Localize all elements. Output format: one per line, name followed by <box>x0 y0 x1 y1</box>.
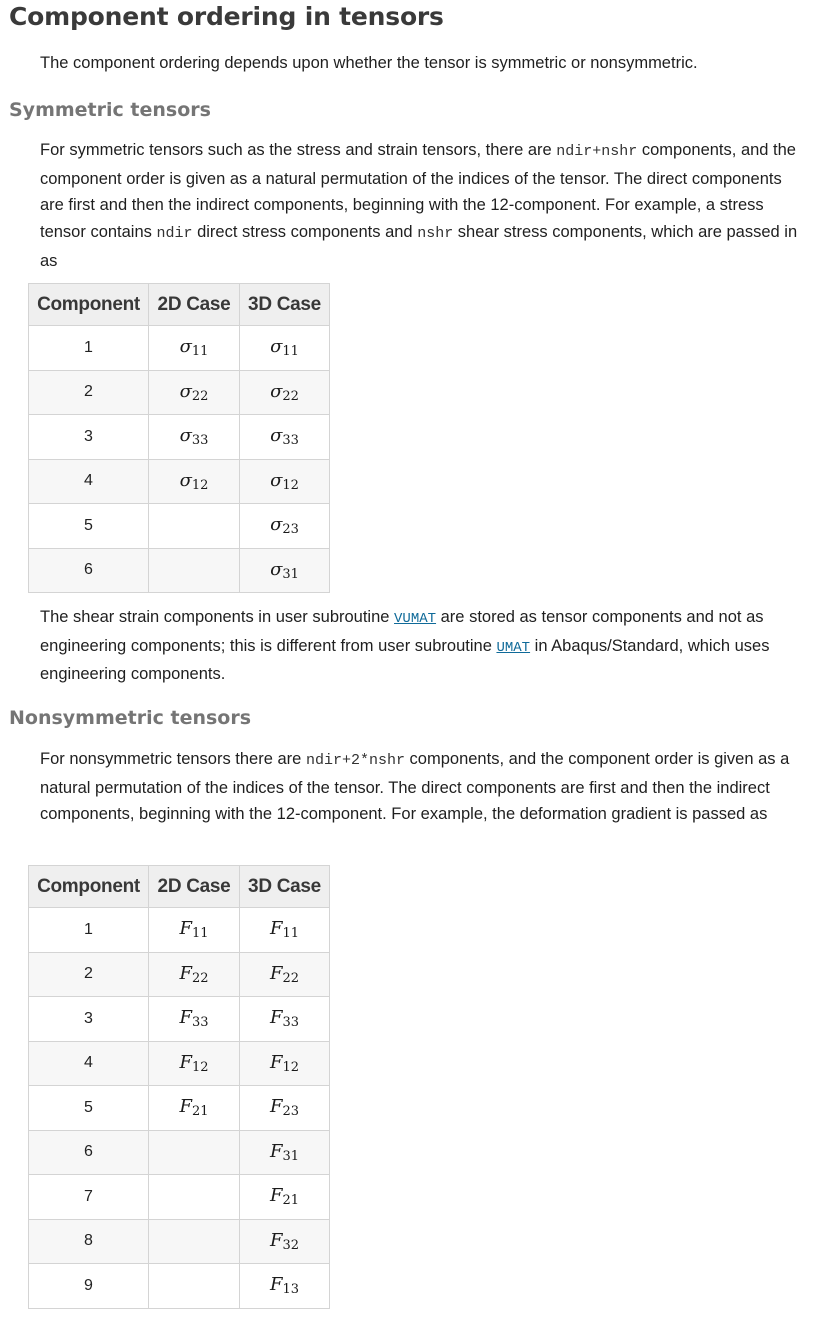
case-3d-cell <box>240 1041 330 1086</box>
case-2d-cell <box>149 326 240 371</box>
case-2d-cell <box>149 415 240 460</box>
tensor-symbol: $\sigma_{23}$ <box>270 514 299 538</box>
tensor-index: 32 <box>282 1237 300 1253</box>
case-2d-cell <box>149 908 240 953</box>
tensor-symbol: $F_{21}$ <box>179 1096 209 1120</box>
tensor-symbol: $F_{22}$ <box>179 962 209 986</box>
header-component: Component <box>29 284 149 326</box>
tensor-symbol: $F_{33}$ <box>269 1007 300 1031</box>
case-2d-cell <box>149 1041 240 1086</box>
tensor-index: 11 <box>282 926 300 942</box>
table-row <box>29 908 330 953</box>
tensor-symbol: $F_{23}$ <box>269 1096 300 1120</box>
case-3d-cell <box>240 548 330 593</box>
tensor-index: 33 <box>191 433 209 449</box>
tensor-index: 22 <box>282 970 300 986</box>
tensor-index: 12 <box>191 477 209 493</box>
tensor-symbol: $F_{13}$ <box>269 1274 300 1298</box>
ndir-2nshr-code: ndir+2*nshr <box>305 752 405 769</box>
component-cell: 5 <box>29 1086 149 1131</box>
shear-note-paragraph: The shear strain components in user subroutine VUMAT are stored as tensor components and not as engineering components; this is different from user subroutine UMAT in Abaqus/Standard, which uses engineering components. <box>40 608 770 684</box>
component-cell: 3 <box>29 415 149 460</box>
nshr-code: nshr <box>417 225 454 243</box>
case-3d-cell <box>240 908 330 953</box>
component-cell: 2 <box>29 370 149 415</box>
table-row <box>29 1086 330 1131</box>
header-2d-case: 2D Case <box>149 284 240 326</box>
tensor-index: 31 <box>282 566 299 582</box>
table-row <box>29 415 330 460</box>
case-2d-cell <box>149 952 240 997</box>
tensor-symbol: $\sigma_{22}$ <box>179 380 209 404</box>
vumat-link[interactable]: VUMAT <box>394 611 437 627</box>
tensor-symbol: $F_{12}$ <box>269 1051 300 1075</box>
table-row <box>29 1175 330 1220</box>
case-3d-cell <box>240 459 330 504</box>
case-3d-cell <box>240 1264 330 1309</box>
component-cell: 3 <box>29 997 149 1042</box>
case-2d-cell <box>149 548 240 593</box>
header-2d-case: 2D Case <box>149 866 240 908</box>
case-3d-cell <box>240 326 330 371</box>
tensor-symbol: $\sigma_{33}$ <box>179 425 209 449</box>
tensor-index: 33 <box>282 1015 300 1031</box>
tensor-index: 11 <box>191 344 209 360</box>
case-2d-cell <box>149 1264 240 1309</box>
tensor-index: 22 <box>191 388 209 404</box>
case-3d-cell <box>240 415 330 460</box>
page-title: Component ordering in tensors <box>9 2 444 31</box>
case-3d-cell <box>240 1175 330 1220</box>
tensor-index: 33 <box>282 433 299 449</box>
tensor-symbol: $F_{33}$ <box>179 1007 209 1031</box>
nonsymmetric-table <box>28 865 330 1309</box>
component-cell: 5 <box>29 504 149 549</box>
table-row <box>29 997 330 1042</box>
tensor-symbol: $F_{11}$ <box>269 918 300 942</box>
case-3d-cell <box>240 1219 330 1264</box>
tensor-index: 23 <box>282 522 299 538</box>
case-2d-cell <box>149 459 240 504</box>
table-row <box>29 459 330 504</box>
case-2d-cell <box>149 504 240 549</box>
table-row <box>29 1264 330 1309</box>
component-cell: 1 <box>29 908 149 953</box>
component-cell: 6 <box>29 548 149 593</box>
tensor-index: 33 <box>191 1015 209 1031</box>
case-2d-cell <box>149 1219 240 1264</box>
symmetric-table <box>28 283 330 593</box>
tensor-index: 22 <box>191 970 209 986</box>
table-row <box>29 1219 330 1264</box>
tensor-index: 12 <box>191 1059 209 1075</box>
nonsymmetric-paragraph: For nonsymmetric tensors there are ndir+2*nshr components, and the component order is given as a natural permutation of the indices of the tensor. The direct components are first and then the indirect components, beginning with the 12-component. For example, the deformation gradient is passed as <box>40 750 790 824</box>
tensor-symbol: $\sigma_{33}$ <box>270 425 299 449</box>
case-2d-cell <box>149 1086 240 1131</box>
tensor-symbol: $\sigma_{11}$ <box>179 336 209 360</box>
component-cell: 7 <box>29 1175 149 1220</box>
table-row <box>29 952 330 997</box>
table-row <box>29 370 330 415</box>
tensor-index: 11 <box>282 344 299 360</box>
tensor-index: 22 <box>282 388 299 404</box>
header-3d-case: 3D Case <box>240 284 330 326</box>
component-cell: 4 <box>29 459 149 504</box>
table-header-row <box>29 284 330 326</box>
umat-link[interactable]: UMAT <box>496 639 531 656</box>
intro-paragraph: The component ordering depends upon whether the tensor is symmetric or nonsymmetric. <box>40 54 698 72</box>
tensor-symbol: $\sigma_{11}$ <box>270 336 299 360</box>
case-3d-cell <box>240 370 330 415</box>
table-row <box>29 504 330 549</box>
table-row <box>29 326 330 371</box>
case-3d-cell <box>240 504 330 549</box>
table-row <box>29 548 330 593</box>
symmetric-heading: Symmetric tensors <box>9 99 211 121</box>
tensor-symbol: $\sigma_{22}$ <box>270 380 299 404</box>
header-component: Component <box>29 866 149 908</box>
component-cell: 1 <box>29 326 149 371</box>
tensor-index: 23 <box>282 1104 300 1120</box>
tensor-index: 31 <box>282 1148 300 1164</box>
tensor-symbol: $F_{21}$ <box>269 1185 300 1209</box>
tensor-index: 11 <box>191 926 209 942</box>
tensor-symbol: $\sigma_{31}$ <box>270 558 299 582</box>
case-2d-cell <box>149 1175 240 1220</box>
component-cell: 8 <box>29 1219 149 1264</box>
tensor-symbol: $\sigma_{12}$ <box>270 469 299 493</box>
component-cell: 4 <box>29 1041 149 1086</box>
case-3d-cell <box>240 997 330 1042</box>
component-cell: 2 <box>29 952 149 997</box>
case-3d-cell <box>240 1086 330 1131</box>
tensor-index: 12 <box>282 1059 300 1075</box>
tensor-symbol: $F_{11}$ <box>179 918 209 942</box>
ndir-nshr-code: ndir+nshr <box>556 143 638 160</box>
tensor-symbol: $F_{22}$ <box>269 962 300 986</box>
table-row <box>29 1130 330 1175</box>
tensor-symbol: $F_{32}$ <box>269 1229 300 1253</box>
case-3d-cell <box>240 1130 330 1175</box>
tensor-index: 21 <box>282 1193 300 1209</box>
tensor-symbol: $F_{12}$ <box>179 1051 209 1075</box>
case-2d-cell <box>149 1130 240 1175</box>
header-3d-case: 3D Case <box>240 866 330 908</box>
nonsymmetric-heading: Nonsymmetric tensors <box>9 707 252 729</box>
tensor-index: 13 <box>282 1282 300 1298</box>
tensor-index: 12 <box>282 477 299 493</box>
case-3d-cell <box>240 952 330 997</box>
tensor-symbol: $\sigma_{12}$ <box>179 469 209 493</box>
component-cell: 9 <box>29 1264 149 1309</box>
ndir-code: ndir <box>156 225 193 243</box>
table-row <box>29 1041 330 1086</box>
case-2d-cell <box>149 997 240 1042</box>
tensor-index: 21 <box>191 1104 209 1120</box>
symmetric-paragraph: For symmetric tensors such as the stress and strain tensors, there are ndir+nshr components, and the component order is given as a natural permutation of the indices of the tensor. The direct components are first and then the indirect components, beginning with the 12-component. For example, a stress tensor contains ndir direct stress components and nshr shear stress components, which are passed in as <box>40 141 798 270</box>
case-2d-cell <box>149 370 240 415</box>
component-cell: 6 <box>29 1130 149 1175</box>
tensor-symbol: $F_{31}$ <box>269 1140 300 1164</box>
table-header-row <box>29 866 330 908</box>
